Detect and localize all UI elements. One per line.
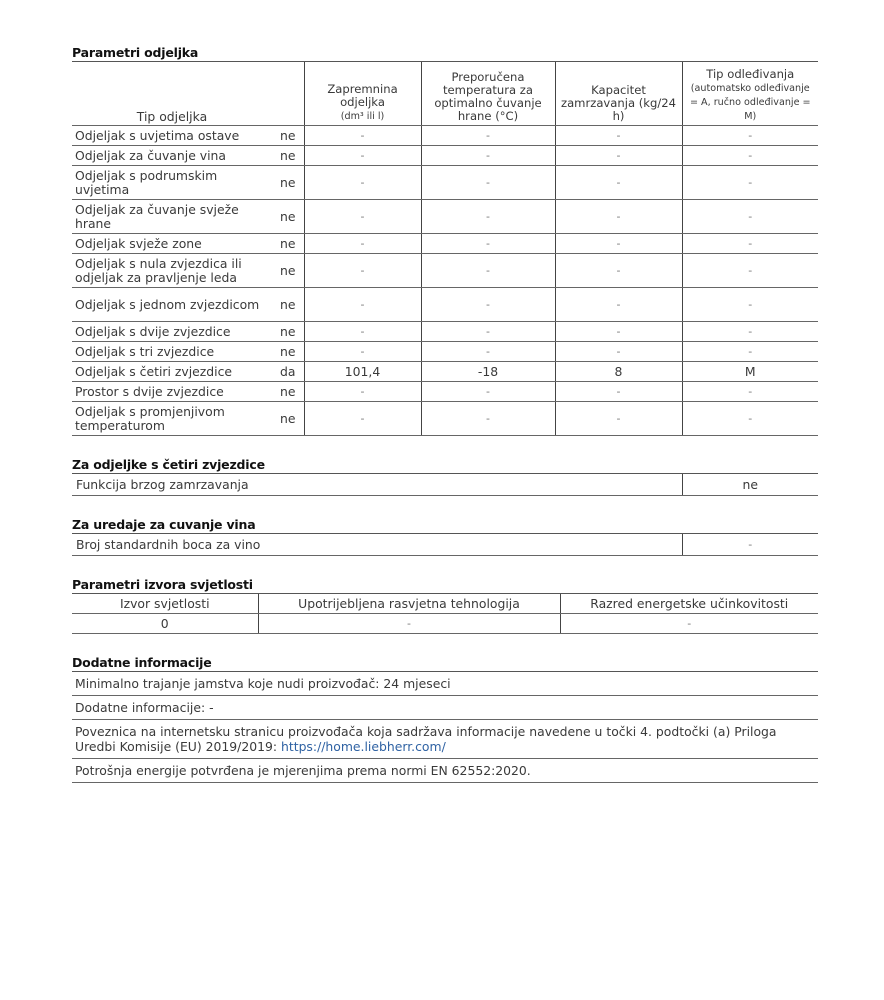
compartment-present: ne	[272, 200, 304, 234]
table-row	[72, 234, 818, 254]
four-star-table	[72, 474, 818, 496]
section-title-additional: Dodatne informacije	[72, 656, 818, 672]
compartment-volume: -	[304, 166, 421, 200]
wine-table	[72, 534, 818, 556]
compartment-temperature: -	[421, 342, 555, 362]
compartment-volume: -	[304, 200, 421, 234]
compartment-present: da	[272, 362, 304, 382]
compartment-freezing: -	[555, 166, 682, 200]
wine-bottles-label: Broj standardnih boca za vino	[72, 534, 682, 556]
compartment-defrost: -	[682, 146, 818, 166]
compartment-freezing: -	[555, 322, 682, 342]
compartment-defrost: -	[682, 166, 818, 200]
compartment-present: ne	[272, 166, 304, 200]
compartment-present: ne	[272, 234, 304, 254]
compartment-volume: -	[304, 126, 421, 146]
compartment-name: Prostor s dvije zvjezdice	[72, 382, 272, 402]
compartment-temperature: -	[421, 234, 555, 254]
section-title-four-star: Za odjeljke s četiri zvjezdice	[72, 458, 818, 474]
compartment-name: Odjeljak za čuvanje svježe hrane	[72, 200, 272, 234]
header-present	[272, 62, 304, 126]
compartment-volume: -	[304, 402, 421, 436]
energy-info-document	[72, 46, 818, 783]
compartment-present: ne	[272, 126, 304, 146]
compartment-volume: -	[304, 234, 421, 254]
compartment-present: ne	[272, 288, 304, 322]
fast-freeze-value: ne	[682, 474, 818, 496]
header-temperature: Preporučena temperatura za optimalno čuvanje hrane (°C)	[421, 62, 555, 126]
manufacturer-link-info	[72, 720, 818, 759]
compartment-freezing: -	[555, 342, 682, 362]
header-light-tech: Upotrijebljena rasvjetna tehnologija	[258, 594, 560, 614]
table-row	[72, 402, 818, 436]
compartment-freezing: -	[555, 234, 682, 254]
compartment-name: Odjeljak s dvije zvjezdice	[72, 322, 272, 342]
header-volume	[304, 62, 421, 126]
compartment-volume: -	[304, 382, 421, 402]
light-table	[72, 594, 818, 634]
fast-freeze-label: Funkcija brzog zamrzavanja	[72, 474, 682, 496]
compartment-freezing: -	[555, 200, 682, 234]
compartment-name: Odjeljak s promjenjivom temperaturom	[72, 402, 272, 436]
compartment-defrost: -	[682, 200, 818, 234]
compartment-freezing: 8	[555, 362, 682, 382]
table-row	[72, 254, 818, 288]
compartment-defrost: -	[682, 342, 818, 362]
compartment-present: ne	[272, 342, 304, 362]
compartment-defrost: -	[682, 402, 818, 436]
table-row	[72, 126, 818, 146]
standard-info: Potrošnja energije potvrđena je mjerenjima prema normi EN 62552:2020.	[72, 759, 818, 783]
section-title-wine: Za uredaje za cuvanje vina	[72, 518, 818, 534]
compartment-freezing: -	[555, 382, 682, 402]
warranty-info: Minimalno trajanje jamstva koje nudi proizvođač: 24 mjeseci	[72, 672, 818, 696]
table-row	[72, 200, 818, 234]
compartment-name: Odjeljak s podrumskim uvjetima	[72, 166, 272, 200]
compartment-temperature: -	[421, 402, 555, 436]
section-title-compartment: Parametri odjeljka	[72, 46, 818, 62]
compartment-table	[72, 62, 818, 436]
compartment-volume: -	[304, 288, 421, 322]
header-defrost	[682, 62, 818, 126]
compartment-temperature: -	[421, 146, 555, 166]
table-header-row	[72, 594, 818, 614]
compartment-temperature: -	[421, 126, 555, 146]
compartment-temperature: -	[421, 254, 555, 288]
compartment-freezing: -	[555, 126, 682, 146]
compartment-temperature: -	[421, 166, 555, 200]
energy-class-value: -	[560, 614, 818, 634]
table-row	[72, 534, 818, 556]
compartment-name: Odjeljak s uvjetima ostave	[72, 126, 272, 146]
header-defrost-label: Tip odleđivanja	[706, 67, 795, 81]
compartment-name: Odjeljak s jednom zvjezdicom	[72, 288, 272, 322]
compartment-name: Odjeljak s tri zvjezdice	[72, 342, 272, 362]
light-tech-value: -	[258, 614, 560, 634]
compartment-temperature: -18	[421, 362, 555, 382]
compartment-name: Odjeljak s nula zvjezdica ili odjeljak za pravljenje leda	[72, 254, 272, 288]
compartment-defrost: -	[682, 288, 818, 322]
header-type: Tip odjeljka	[72, 62, 272, 126]
table-row	[72, 166, 818, 200]
compartment-name: Odjeljak s četiri zvjezdice	[72, 362, 272, 382]
wine-bottles-value: -	[682, 534, 818, 556]
header-volume-label: Zapremnina odjeljka	[327, 82, 398, 109]
section-title-light: Parametri izvora svjetlosti	[72, 578, 818, 594]
table-header-row	[72, 62, 818, 126]
compartment-present: ne	[272, 382, 304, 402]
compartment-name: Odjeljak za čuvanje vina	[72, 146, 272, 166]
compartment-volume: -	[304, 322, 421, 342]
compartment-volume: -	[304, 146, 421, 166]
compartment-temperature: -	[421, 288, 555, 322]
compartment-defrost: -	[682, 322, 818, 342]
compartment-defrost: -	[682, 382, 818, 402]
compartment-defrost: -	[682, 254, 818, 288]
compartment-defrost: -	[682, 126, 818, 146]
compartment-volume: -	[304, 342, 421, 362]
table-row	[72, 322, 818, 342]
link-description: Poveznica na internetsku stranicu proizvođača koja sadržava informacije navedene u točki 4. podtočki (a) Priloga Uredbi Komisije (EU) 2019/2019:	[75, 724, 777, 754]
table-row	[72, 474, 818, 496]
header-energy-class: Razred energetske učinkovitosti	[560, 594, 818, 614]
compartment-present: ne	[272, 146, 304, 166]
table-row	[72, 614, 818, 634]
header-defrost-note: (automatsko odleđivanje = A, ručno odleđivanje = M)	[689, 83, 811, 122]
compartment-temperature: -	[421, 322, 555, 342]
compartment-freezing: -	[555, 146, 682, 166]
compartment-temperature: -	[421, 200, 555, 234]
compartment-volume: 101,4	[304, 362, 421, 382]
compartment-defrost: M	[682, 362, 818, 382]
table-row	[72, 362, 818, 382]
manufacturer-link[interactable]: https://home.liebherr.com/	[281, 739, 446, 754]
table-row	[72, 382, 818, 402]
table-row	[72, 146, 818, 166]
compartment-present: ne	[272, 254, 304, 288]
compartment-freezing: -	[555, 254, 682, 288]
header-light-source: Izvor svjetlosti	[72, 594, 258, 614]
compartment-freezing: -	[555, 402, 682, 436]
light-source-value: 0	[72, 614, 258, 634]
header-volume-unit: (dm³ ili l)	[340, 111, 385, 122]
compartment-present: ne	[272, 322, 304, 342]
table-row	[72, 288, 818, 322]
compartment-volume: -	[304, 254, 421, 288]
compartment-freezing: -	[555, 288, 682, 322]
table-row	[72, 342, 818, 362]
compartment-present: ne	[272, 402, 304, 436]
compartment-name: Odjeljak svježe zone	[72, 234, 272, 254]
compartment-defrost: -	[682, 234, 818, 254]
compartment-temperature: -	[421, 382, 555, 402]
header-freezing: Kapacitet zamrzavanja (kg/24 h)	[555, 62, 682, 126]
extra-info: Dodatne informacije: -	[72, 696, 818, 720]
